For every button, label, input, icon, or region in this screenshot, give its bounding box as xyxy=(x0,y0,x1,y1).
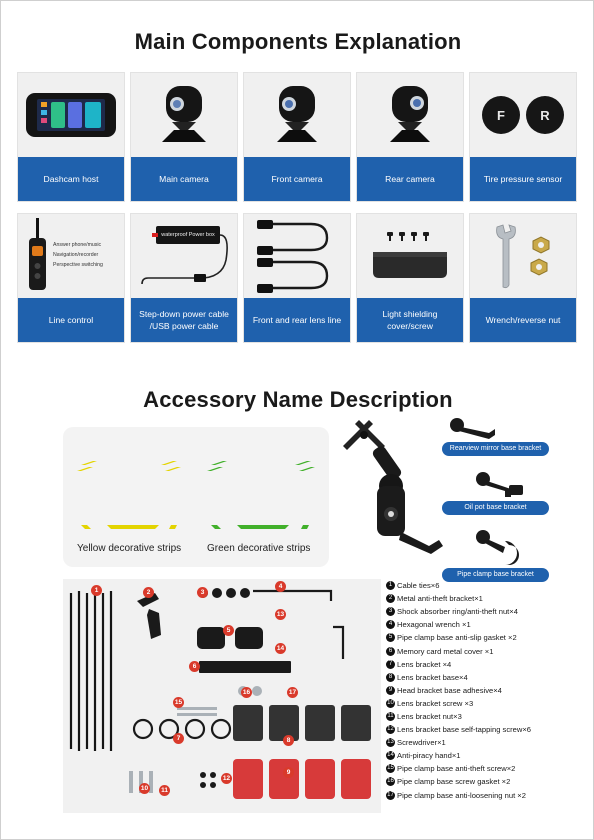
accessory-text: Lens bracket ×4 xyxy=(397,659,452,669)
accessory-item xyxy=(386,736,591,749)
accessory-title: Accessory Name Description xyxy=(143,387,453,412)
accessory-number: 1 xyxy=(386,581,395,590)
accessory-text: Memory card metal cover ×1 xyxy=(397,646,494,656)
main-camera-icon xyxy=(131,73,237,157)
oil-pot-bracket-icon xyxy=(475,469,525,499)
accessory-item xyxy=(386,749,591,762)
part-marker: 11 xyxy=(159,785,170,796)
pipe-clamp-bracket-icon xyxy=(475,527,535,567)
component-label: Light shielding cover/screw xyxy=(357,298,463,342)
accessory-item xyxy=(386,618,591,631)
accessory-text: Metal anti-theft bracket×1 xyxy=(397,594,483,604)
green-strips-label: Green decorative strips xyxy=(207,543,311,554)
part-marker: 12 xyxy=(222,775,231,782)
accessory-text: Pipe clamp base anti-slip gasket ×2 xyxy=(397,633,517,643)
yellow-strips-label: Yellow decorative strips xyxy=(77,543,182,554)
accessory-item xyxy=(386,775,591,788)
part-marker: 14 xyxy=(276,645,285,652)
oil-pot-bracket-tag: Oil pot base bracket xyxy=(442,501,549,515)
accessory-number: 13 xyxy=(387,739,394,746)
accessory-number: 17 xyxy=(387,791,394,798)
power-cable-icon xyxy=(131,214,237,298)
accessory-text: Head bracket base adhesive×4 xyxy=(397,685,502,695)
component-label: Tire pressure sensor xyxy=(470,157,576,201)
accessory-text: Pipe clamp base anti-theft screw×2 xyxy=(397,764,516,774)
part-marker: 7 xyxy=(173,733,184,744)
component-card xyxy=(469,213,577,343)
accessory-number: 9 xyxy=(386,686,395,695)
accessory-item xyxy=(386,644,591,657)
accessory-item xyxy=(386,789,591,802)
power-box-text: waterproof Power box xyxy=(161,232,215,238)
accessory-number: 8 xyxy=(386,673,395,682)
accessory-text: Lens bracket base self-tapping screw×6 xyxy=(397,725,532,735)
accessory-number: 2 xyxy=(386,594,395,603)
part-marker: 15 xyxy=(174,699,183,706)
part-marker: 10 xyxy=(140,785,149,792)
accessory-text: Cable ties×6 xyxy=(397,581,440,591)
components-row-2 xyxy=(17,213,579,343)
sensor-letter-r: R xyxy=(540,108,550,123)
part-marker: 6 xyxy=(189,661,200,672)
line-control-note: Answer phone/music xyxy=(53,242,102,249)
accessory-number: 16 xyxy=(387,778,394,785)
accessory-number: 7 xyxy=(386,660,395,669)
accessory-number: 15 xyxy=(387,765,394,772)
mirror-bracket-tag: Rearview mirror base bracket xyxy=(442,442,549,456)
component-label: Rear camera xyxy=(357,157,463,201)
components-row-1 xyxy=(17,72,579,202)
accessory-item xyxy=(386,631,591,644)
accessory-number: 11 xyxy=(387,712,394,719)
accessory-number: 5 xyxy=(386,633,395,642)
accessory-list xyxy=(386,579,591,802)
pipe-clamp-bracket-tag: Pipe clamp base bracket xyxy=(442,568,549,582)
part-marker: 5 xyxy=(223,625,234,636)
accessory-number: 10 xyxy=(387,699,394,706)
light-shield-icon xyxy=(357,214,463,298)
accessory-text: Pipe clamp base screw gasket ×2 xyxy=(397,777,511,787)
component-card xyxy=(17,213,125,343)
component-card xyxy=(17,72,125,202)
accessory-text: Anti-piracy hand×1 xyxy=(397,751,461,761)
component-label: Step-down power cable /USB power cable xyxy=(131,298,237,342)
accessory-item xyxy=(386,605,591,618)
accessory-item xyxy=(386,592,591,605)
mirror-bracket-icon xyxy=(449,415,497,443)
line-control-note: Perspective switching xyxy=(53,261,103,268)
sensor-letter-f: F xyxy=(497,108,505,123)
accessory-number: 3 xyxy=(386,607,395,616)
accessory-text: Shock absorber ring/anti-theft nut×4 xyxy=(397,607,518,617)
line-control-icon xyxy=(18,214,124,298)
component-card xyxy=(243,72,351,202)
part-marker: 8 xyxy=(283,735,294,746)
part-marker: 17 xyxy=(288,689,297,696)
component-label: Main camera xyxy=(131,157,237,201)
wrench-icon xyxy=(470,214,576,298)
parts-photo xyxy=(63,579,381,813)
component-label: Line control xyxy=(18,298,124,342)
part-marker: 3 xyxy=(197,587,208,598)
accessory-number: 14 xyxy=(387,752,394,759)
main-components-title: Main Components Explanation xyxy=(134,29,462,54)
accessory-text: Lens bracket base×4 xyxy=(397,672,468,682)
part-marker: 4 xyxy=(275,581,286,592)
accessory-number: 4 xyxy=(386,620,395,629)
bracket-assembly-image xyxy=(339,416,449,576)
accessory-item xyxy=(386,684,591,697)
accessory-text: Lens bracket screw ×3 xyxy=(397,698,474,708)
accessory-item xyxy=(386,762,591,775)
component-label: Dashcam host xyxy=(18,157,124,201)
accessory-item xyxy=(386,671,591,684)
accessory-item xyxy=(386,710,591,723)
accessory-item xyxy=(386,658,591,671)
component-label: Front and rear lens line xyxy=(244,298,350,342)
component-card xyxy=(356,213,464,343)
component-label: Front camera xyxy=(244,157,350,201)
accessory-number: 6 xyxy=(386,647,395,656)
accessory-text: Lens bracket nut×3 xyxy=(397,711,462,721)
dashcam-host-icon xyxy=(18,73,124,157)
accessory-item xyxy=(386,579,591,592)
line-control-note: Navigation/recorder xyxy=(53,252,99,259)
accessory-item xyxy=(386,697,591,710)
component-label: Wrench/reverse nut xyxy=(470,298,576,342)
component-card xyxy=(356,72,464,202)
part-marker: 2 xyxy=(143,587,154,598)
part-marker: 9 xyxy=(283,767,294,778)
accessory-number: 12 xyxy=(387,726,394,733)
front-camera-icon xyxy=(244,73,350,157)
component-card xyxy=(243,213,351,343)
accessory-text: Hexagonal wrench ×1 xyxy=(397,620,471,630)
accessory-text: Pipe clamp base anti-loosening nut ×2 xyxy=(397,790,526,800)
part-marker: 13 xyxy=(276,611,285,618)
accessory-item xyxy=(386,723,591,736)
accessory-text: Screwdriver×1 xyxy=(397,738,446,748)
tire-pressure-sensor-icon xyxy=(470,73,576,157)
component-card xyxy=(130,72,238,202)
rear-camera-icon xyxy=(357,73,463,157)
part-marker: 1 xyxy=(91,585,102,596)
component-card xyxy=(130,213,238,343)
lens-line-icon xyxy=(244,214,350,298)
part-marker: 16 xyxy=(242,689,251,696)
component-card xyxy=(469,72,577,202)
